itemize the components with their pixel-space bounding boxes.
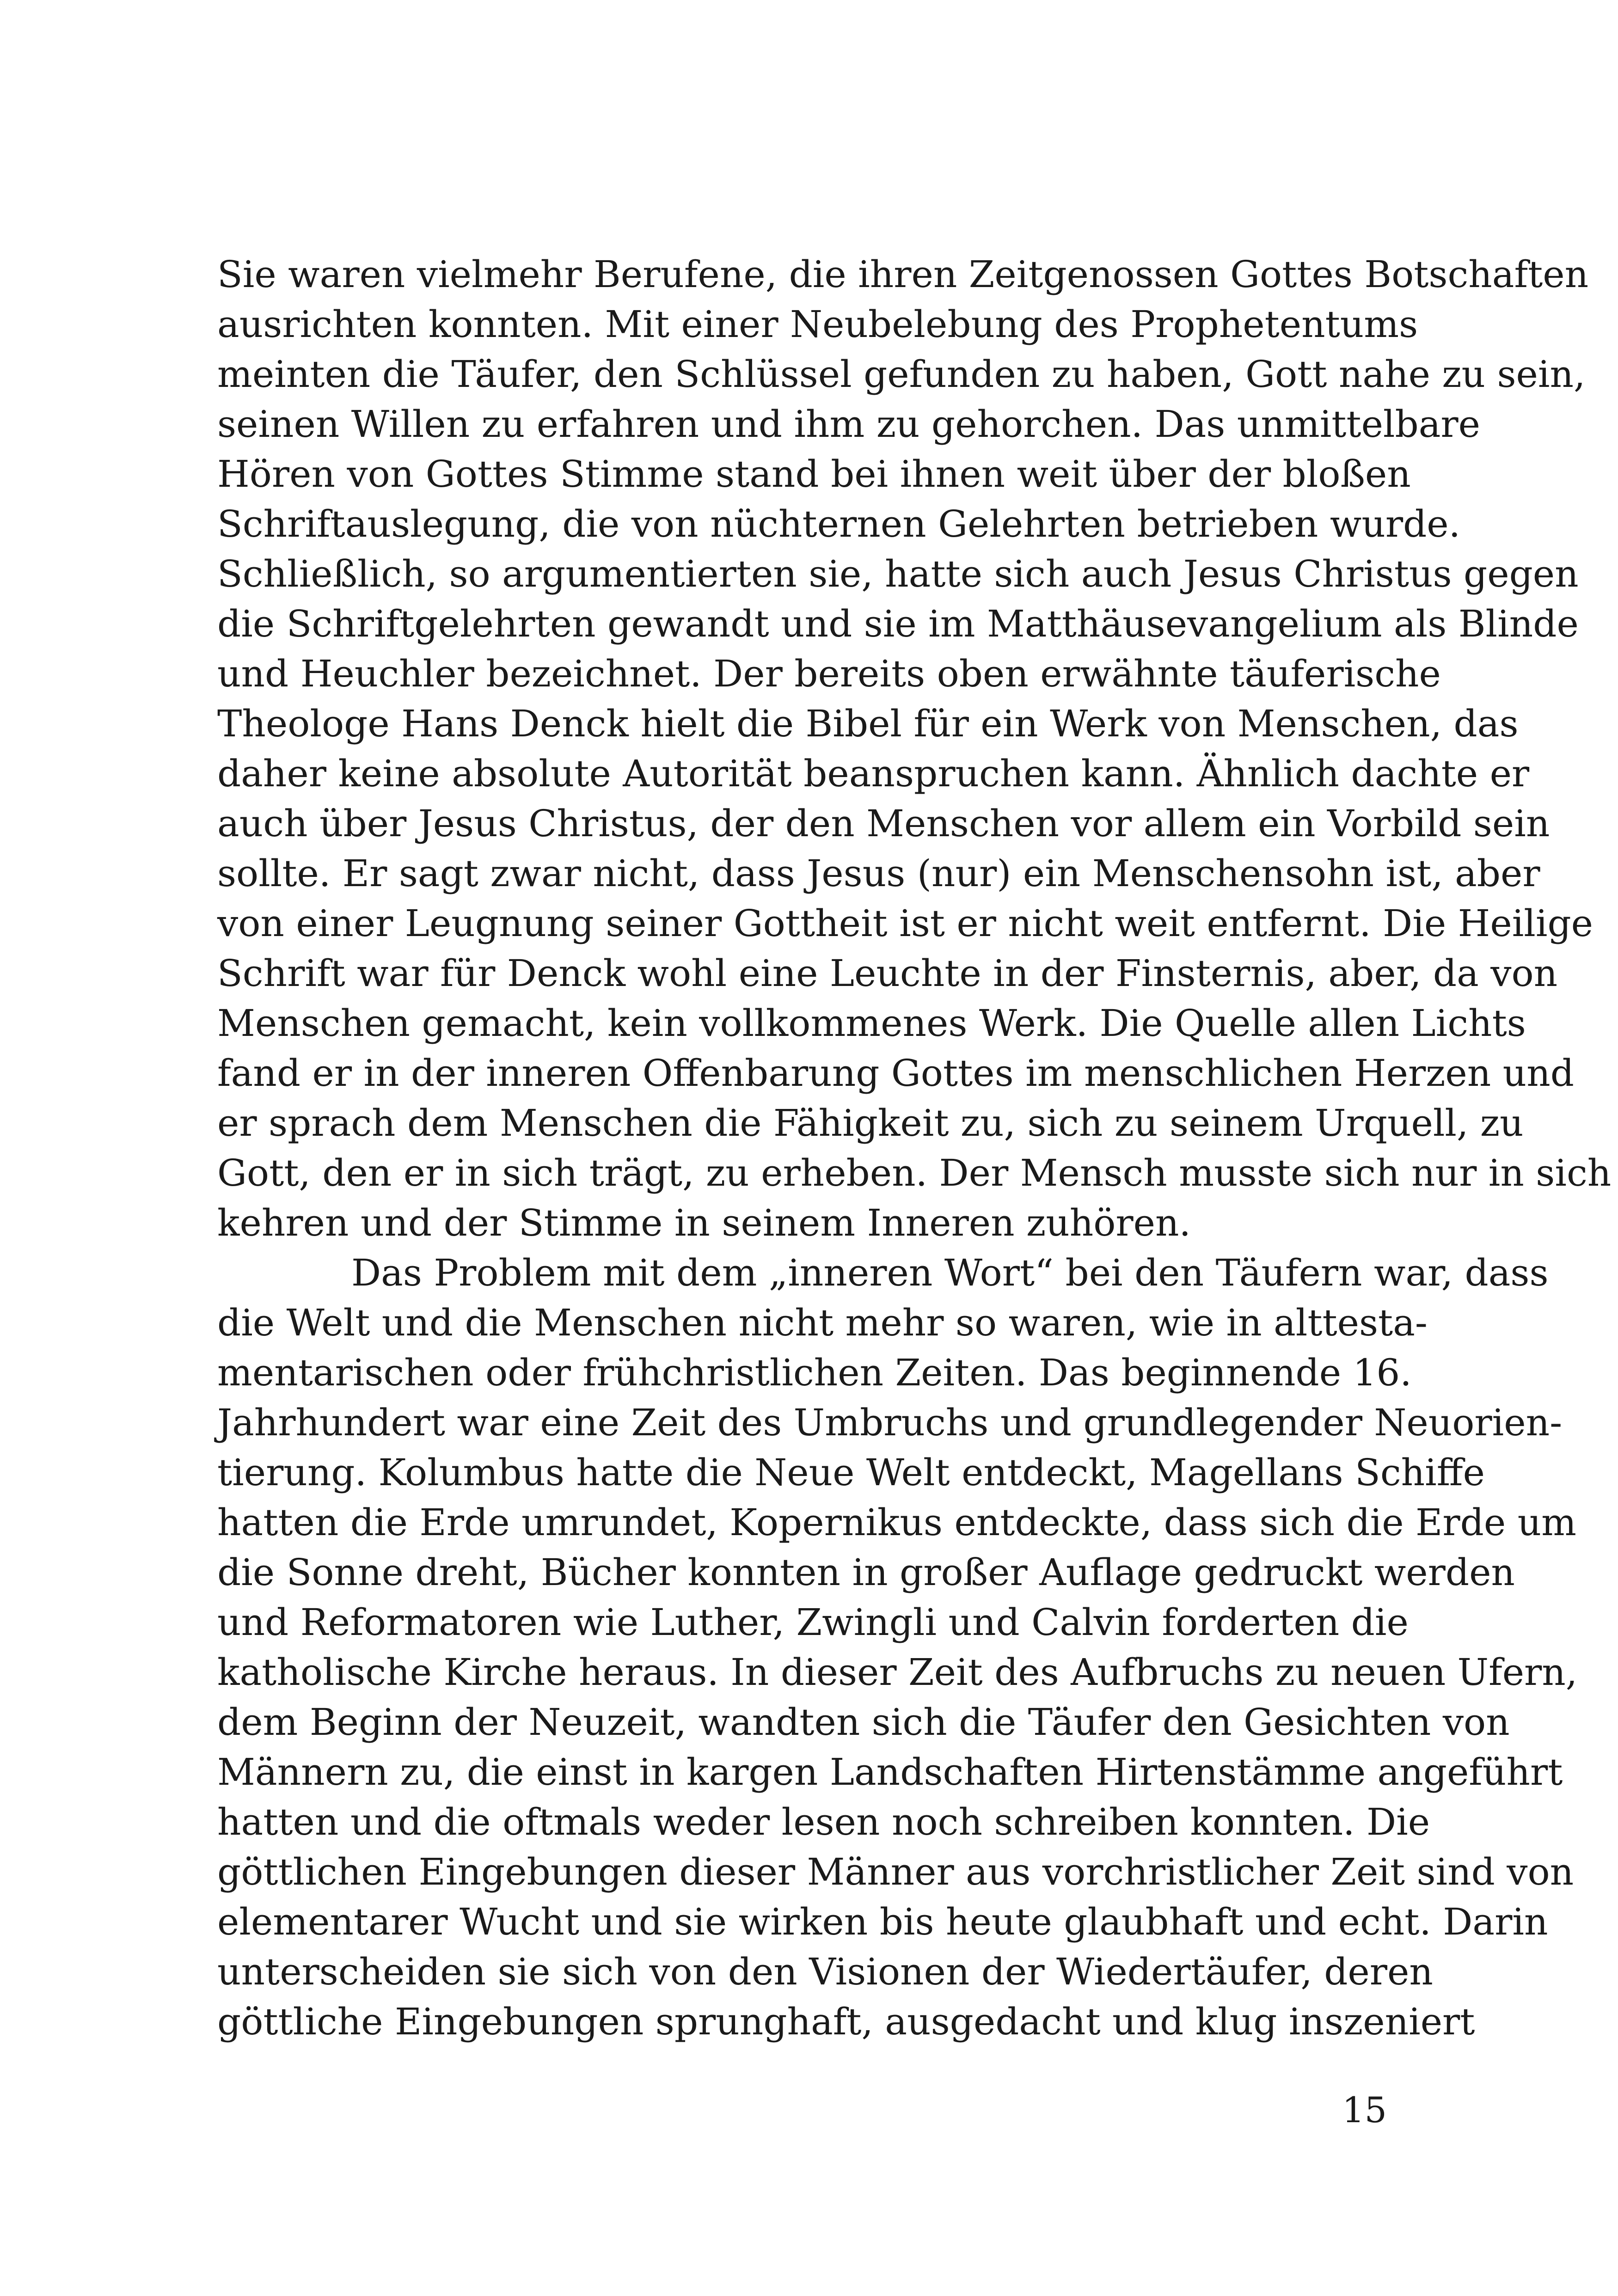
text-line: Das Problem mit dem „inneren Wort“ bei den Täufern war, dass [351,1251,1549,1294]
text-line: und Heuchler bezeichnet. Der bereits oben erwähnte täuferische [217,652,1441,695]
text-line: von einer Leugnung seiner Gottheit ist er nicht weit entfernt. Die Heilige [217,902,1593,945]
paragraph [217,1248,1578,2047]
text-line: die Welt und die Menschen nicht mehr so waren, wie in alttesta- [217,1301,1428,1344]
text-line: daher keine absolute Autorität beanspruchen kann. Ähnlich dachte er [217,752,1530,795]
page-number: 15 [1342,2089,1387,2131]
text-line: hatten die Erde umrundet, Kopernikus entdeckte, dass sich die Erde um [217,1501,1577,1544]
body-text [217,250,1612,2047]
text-line: Jahrhundert war eine Zeit des Umbruchs und grundlegender Neuorien- [217,1401,1563,1444]
text-line: hatten und die oftmals weder lesen noch schreiben konnten. Die [217,1800,1430,1843]
text-line: Männern zu, die einst in kargen Landschaften Hirtenstämme angeführt [217,1751,1563,1794]
text-line: ausrichten konnten. Mit einer Neubelebung des Prophetentums [217,303,1418,346]
text-line: Gott, den er in sich trägt, zu erheben. Der Mensch musste sich nur in sich [217,1151,1612,1194]
text-line: seinen Willen zu erfahren und ihm zu gehorchen. Das unmittelbare [217,403,1480,446]
text-line: Menschen gemacht, kein vollkommenes Werk. Die Quelle allen Lichts [217,1002,1526,1045]
text-line: Hören von Gottes Stimme stand bei ihnen weit über der bloßen [217,453,1411,496]
text-line: auch über Jesus Christus, der den Menschen vor allem ein Vorbild sein [217,802,1550,845]
text-line: sollte. Er sagt zwar nicht, dass Jesus (nur) ein Menschensohn ist, aber [217,852,1540,895]
text-line: und Reformatoren wie Luther, Zwingli und Calvin forderten die [217,1601,1409,1644]
text-line: Schriftauslegung, die von nüchternen Gelehrten betrieben wurde. [217,502,1461,545]
text-line: tierung. Kolumbus hatte die Neue Welt entdeckt, Magellans Schiffe [217,1451,1485,1494]
text-line: Sie waren vielmehr Berufene, die ihren Zeitgenossen Gottes Botschaften [217,253,1589,296]
text-line: er sprach dem Menschen die Fähigkeit zu, sich zu seinem Urquell, zu [217,1102,1524,1145]
text-line: Theologe Hans Denck hielt die Bibel für ein Werk von Menschen, das [217,702,1519,745]
text-line: elementarer Wucht und sie wirken bis heute glaubhaft und echt. Darin [217,1900,1548,1943]
text-line: göttlichen Eingebungen dieser Männer aus vorchristlicher Zeit sind von [217,1850,1574,1893]
text-line: fand er in der inneren Offenbarung Gottes im menschlichen Herzen und [217,1052,1574,1095]
text-line: katholische Kirche heraus. In dieser Zeit des Aufbruchs zu neuen Ufern, [217,1651,1578,1694]
text-line: meinten die Täufer, den Schlüssel gefunden zu haben, Gott nahe zu sein, [217,353,1586,396]
text-line: unterscheiden sie sich von den Visionen der Wiedertäufer, deren [217,1950,1433,1993]
text-line: dem Beginn der Neuzeit, wandten sich die Täufer den Gesichten von [217,1701,1510,1744]
text-line: göttliche Eingebungen sprunghaft, ausgedacht und klug inszeniert [217,2000,1475,2043]
text-line: mentarischen oder frühchristlichen Zeiten. Das beginnende 16. [217,1351,1412,1394]
text-line: kehren und der Stimme in seinem Inneren zuhören. [217,1201,1191,1244]
text-line: Schrift war für Denck wohl eine Leuchte in der Finsternis, aber, da von [217,952,1558,995]
text-line: die Schriftgelehrten gewandt und sie im Matthäusevangelium als Blinde [217,602,1579,645]
paragraph [217,250,1612,1248]
text-line: Schließlich, so argumentierten sie, hatte sich auch Jesus Christus gegen [217,552,1579,595]
text-line: die Sonne dreht, Bücher konnten in großer Auflage gedruckt werden [217,1551,1515,1594]
